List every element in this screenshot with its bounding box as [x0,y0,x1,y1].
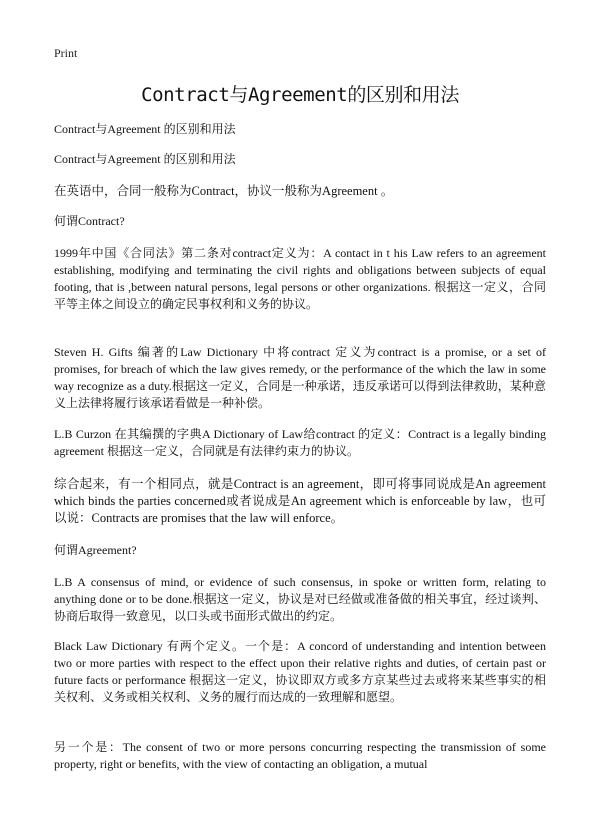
paragraph-law-dictionary: Steven H. Gifts 编著的Law Dictionary 中将contract 定义为contract is a promise, or a set of promises, for breach of which the law gives remedy, or the performance of the which the law in some way recognize as a duty.根据这一定义，合同是一种承诺，违反承诺可以得到法律救助，某种意义上法律将履行该承诺看做是一种补偿。 [54,345,546,410]
paragraph-lb-consensus: L.B A consensus of mind, or evidence of such consensus, in spoke or written form, relating to anything done or to be done.根据这一定义，协议是对已经做或准备做的相关事宜，经过谈判、协商后取得一致意见，以口头或书面形式做出的约定。 [54,575,546,623]
subtitle-line-2: Contract与Agreement 的区别和用法 [54,152,236,166]
section-heading-agreement: 何谓Agreement? [54,543,137,557]
paragraph-curzon: L.B Curzon 在其编撰的字典A Dictionary of Law给contract 的定义：Contract is a legally binding agreement 根据这一定义，合同就是有法律约束力的协议。 [54,427,546,458]
paragraph-black-law: Black Law Dictionary 有两个定义。一个是：A concord of understanding and intention between two or more parties with respect to the effect upon their relative rights and duties, of certain past or future facts or performance 根据这一定义，协议即双方或多方京某些过去或将来某些事实的相关权利、义务或相关权利、义务的履行而达成的一致理解和愿望。 [54,639,546,704]
subtitle-line-1: Contract与Agreement 的区别和用法 [54,122,236,136]
page-title: Contract与Agreement的区别和用法 [141,84,459,106]
intro-paragraph: 在英语中，合同一般称为Contract，协议一般称为Agreement 。 [54,184,394,198]
paragraph-another-definition: 另一个是：The consent of two or more persons concurring respecting the transmission of some property, right or benefits, with the view of contacting an obligation, a mutual [54,740,546,771]
paragraph-contract-law: 1999年中国《合同法》第二条对contract定义为：A contact in t his Law refers to an agreement establishing, modifying and terminating the civil rights and obligations between subjects of equal footing, that is ,between natural persons, legal persons or other organizations. 根据这一定义，合同平等主体之间设立的确定民事权利和义务的协议。 [54,246,546,311]
section-heading-contract: 何谓Contract? [54,214,125,228]
print-link[interactable]: Print [54,46,78,60]
paragraph-summary: 综合起来，有一个相同点，就是Contract is an agreement，即可将事同说成是An agreement which binds the parties concerned或者说成是An agreement which is enforceable by law，也可以说：Contracts are promises that the law will enforce。 [54,477,546,525]
